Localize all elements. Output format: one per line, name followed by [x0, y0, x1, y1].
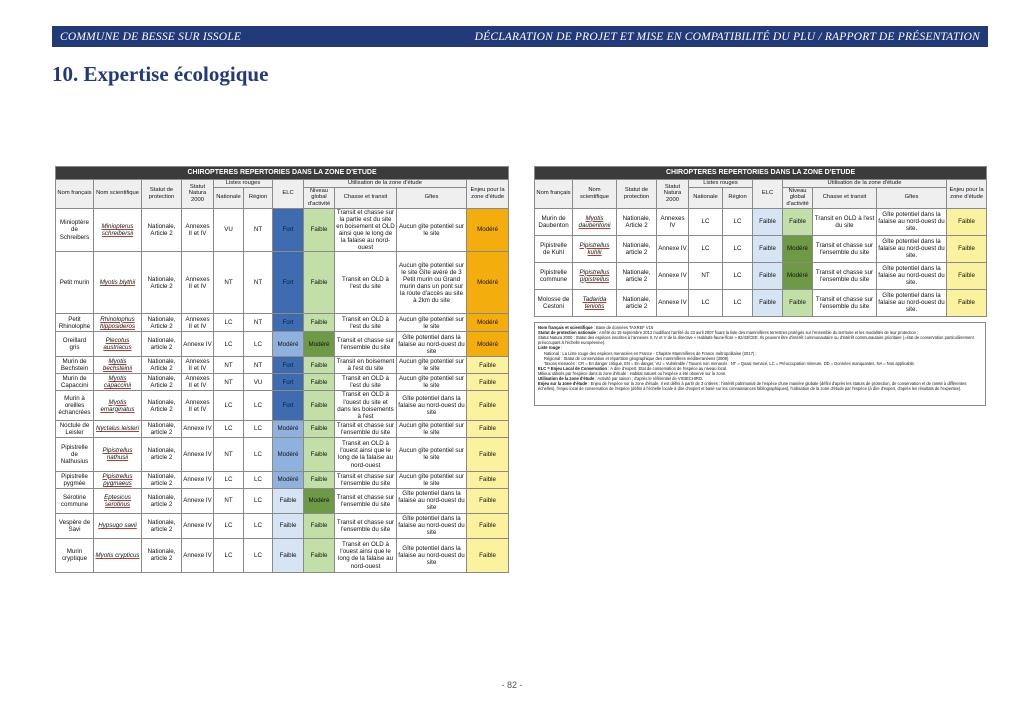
cell-niveau-activite: Faible: [304, 538, 335, 572]
cell-gites: Aucun gîte potentiel sur le site: [397, 314, 467, 332]
cell-gites: Aucun gîte potentiel sur le site: [397, 208, 467, 252]
cell-gites: Aucun gîte potentiel sur le site: [397, 420, 467, 437]
col-statut-natura: Statut Natura 2000: [182, 180, 214, 209]
cell-gites: Aucun gîte potentiel sur le site: [397, 357, 467, 374]
scientific-name: Myotis crypticus: [95, 551, 140, 559]
cell-niveau-activite: Faible: [304, 314, 335, 332]
scientific-name: Myotis bechsteinii: [102, 358, 133, 373]
cell-statut-natura: Annexe IV: [182, 513, 214, 538]
cell-liste-region: VU: [244, 374, 273, 391]
cell-chasse-transit: Transit en OLD à l'est du site: [335, 314, 397, 332]
col-nom-francais: Nom français: [535, 180, 573, 209]
cell-nom-francais: Minioptère de Schreibers: [56, 208, 94, 252]
col-gites: Gîtes: [877, 187, 947, 208]
cell-liste-region: NT: [244, 314, 273, 332]
table-row: [535, 262, 987, 289]
cell-chasse-transit: Transit en boisement à l'est du site: [335, 357, 397, 374]
table-body-left: [56, 208, 509, 572]
col-chasse-transit: Chasse et transit: [335, 187, 397, 208]
table-row: [56, 437, 509, 471]
scientific-name: Eptesicus serotinus: [104, 493, 131, 508]
cell-niveau-activite: Modéré: [304, 332, 335, 357]
page-title: 10. Expertise écologique: [52, 62, 269, 86]
cell-nom-scientifique: [94, 488, 142, 513]
table-row: [56, 332, 509, 357]
cell-niveau-activite: Modéré: [783, 262, 813, 289]
table-row: [56, 488, 509, 513]
scientific-name: Myotis emarginatus: [100, 398, 135, 413]
cell-niveau-activite: Modéré: [304, 488, 335, 513]
cell-statut-natura: Annexes II et IV: [182, 391, 214, 421]
cell-statut-natura: Annexe IV: [657, 235, 689, 262]
cell-gites: Gîte potentiel dans la falaise au nord-ouest du site: [397, 538, 467, 572]
cell-statut-protection: Nationale, article 2: [617, 289, 657, 316]
cell-nom-francais: Pipistrelle commune: [535, 262, 573, 289]
cell-enjeu: Faible: [947, 289, 987, 316]
cell-nom-scientifique: [94, 471, 142, 488]
note-text: Milieux utilisés par l'espèce dans la zone d'étude : Habitat naturel ou l'espèce a été observé sur la zone.: [538, 370, 727, 376]
cell-statut-protection: Nationale, article 2: [617, 262, 657, 289]
cell-statut-natura: Annexe IV: [182, 437, 214, 471]
cell-statut-protection: Nationale, article 2: [142, 332, 182, 357]
cell-nom-scientifique: [94, 420, 142, 437]
cell-enjeu: Faible: [467, 437, 509, 471]
cell-nom-scientifique: [94, 437, 142, 471]
cell-statut-protection: Nationale, Article 2: [617, 208, 657, 235]
col-statut-protection: Statut de protection: [142, 180, 182, 209]
table-title: CHIROPTERES REPERTORIES DANS LA ZONE D'ETUDE: [56, 167, 509, 180]
table-row: [56, 357, 509, 374]
cell-statut-protection: Nationale, article 2: [142, 513, 182, 538]
cell-liste-region: LC: [244, 332, 273, 357]
cell-niveau-activite: Faible: [304, 437, 335, 471]
cell-gites: Gîte potentiel dans la falaise au nord-ouest du site.: [877, 262, 947, 289]
col-niveau-activite: Niveau global d'activité: [304, 187, 335, 208]
cell-liste-nationale: NT: [214, 357, 244, 374]
cell-liste-nationale: NT: [689, 262, 723, 289]
cell-enjeu: Modéré: [467, 208, 509, 252]
scientific-name: Miniopterus schreibersii: [101, 222, 134, 237]
table-row: [56, 208, 509, 252]
cell-gites: Gîte potentiel dans la falaise au nord-ouest du site: [398, 333, 465, 355]
col-nom-francais: Nom français: [56, 180, 94, 209]
cell-nom-francais: Murin à oreilles échancrées: [56, 391, 94, 421]
note-text: : A dire d'expert. Etat de conservation de l'espèce au niveau local.: [607, 365, 728, 371]
cell-statut-natura: Annexe IV: [182, 420, 214, 437]
cell-chasse-transit: Transit et chasse sur l'ensemble du site: [813, 289, 877, 316]
cell-gites: Gîte potentiel dans la falaise au nord-ouest du site.: [877, 235, 947, 262]
cell-enjeu: Faible: [467, 420, 509, 437]
cell-nom-francais: Murin cryptique: [56, 538, 94, 572]
table-row: [56, 420, 509, 437]
cell-gites: Aucun gîte potentiel sur le site Gîte avéré de 3 Petit murin ou Grand murin dans un pont sur la route d'accès au site à 2km du site: [397, 252, 467, 314]
cell-liste-nationale: NT: [214, 374, 244, 391]
cell-nom-francais: Pipistrelle de Kuhl: [535, 235, 573, 262]
cell-enjeu: Modéré: [467, 252, 509, 314]
cell-niveau-activite: Faible: [304, 420, 335, 437]
cell-nom-scientifique: [94, 208, 142, 252]
cell-enjeu: Faible: [467, 488, 509, 513]
cell-nom-scientifique: [573, 235, 617, 262]
note-text: Taxons menacés : CR = En danger critique, EN = En danger, VU = Vulnérable / Taxons non menacés : NT = Quasi menacé, LC = Préoccupation mineure, DD = Données manquantes, NA = Non applicable.: [544, 360, 915, 366]
table-row: [56, 391, 509, 421]
col-nationale: Nationale: [689, 187, 723, 208]
table-row: [535, 208, 987, 235]
cell-nom-francais: Petit Rhinolophe: [56, 314, 94, 332]
cell-statut-protection: Nationale, article 2: [142, 471, 182, 488]
cell-enjeu: Faible: [947, 208, 987, 235]
note-label: ELC = Enjeu Local de Conservation: [538, 365, 608, 371]
scientific-name: Myotis daubentonii: [578, 214, 611, 229]
note-label: Statut de protection nationale: [538, 330, 596, 336]
scientific-name: Pipistrellus nathusii: [102, 447, 133, 462]
col-statut-natura: Statut Natura 2000: [657, 180, 689, 209]
note-text: Statut Natura 2000 : Statut des espèces inscrites à l'annexes II, IV et V de la directive « Habitats-faune-flore » 92/43/CEE. Ils peuvent être d'intérêt communautaire ou d'intérêt communautaire prioritaire (=état de conservation particulièrement préoccupant à l'échelle européenne).: [538, 335, 974, 346]
cell-elc: Fort: [273, 208, 304, 252]
cell-statut-natura: Annexes II et IV: [182, 208, 214, 252]
cell-nom-francais: Vespère de Savi: [56, 513, 94, 538]
cell-enjeu: Faible: [467, 391, 509, 421]
cell-nom-scientifique: [94, 374, 142, 391]
cell-liste-region: LC: [244, 513, 273, 538]
cell-liste-region: LC: [244, 488, 273, 513]
cell-statut-protection: Nationale, article 2: [617, 235, 657, 262]
cell-nom-scientifique: [573, 208, 617, 235]
cell-nom-scientifique: [573, 289, 617, 316]
cell-nom-scientifique: [94, 314, 142, 332]
table-row: [56, 538, 509, 572]
cell-statut-protection: Nationale, Article 2: [142, 357, 182, 374]
cell-liste-nationale: LC: [689, 289, 723, 316]
cell-chasse-transit: Transit et chasse sur l'ensemble du site: [335, 471, 397, 488]
cell-elc: Faible: [753, 208, 783, 235]
cell-liste-region: NT: [244, 357, 273, 374]
cell-liste-region: LC: [723, 208, 753, 235]
note-text: : Arrêté du 15 septembre 2012 modifiant l'arrêté du 23 avril 2007 fixant la liste des mammifères terrestres protégés sur l'ensemble du territoire et les modalités de leur protection ;: [595, 330, 919, 336]
note-label: Enjeu sur la zone d'étude: [538, 381, 588, 387]
table-body-right: [535, 208, 987, 316]
cell-nom-scientifique: [94, 391, 142, 421]
col-utilisation: Utilisation de la zone d'étude: [304, 180, 467, 188]
note-label: Nom français et scientifique: [538, 325, 593, 330]
cell-liste-region: LC: [723, 262, 753, 289]
scientific-name: Hypsugo savii: [98, 522, 137, 530]
cell-liste-region: NT: [244, 208, 273, 252]
cell-liste-region: LC: [244, 471, 273, 488]
cell-elc: Faible: [753, 235, 783, 262]
cell-statut-natura: Annexe IV: [182, 332, 214, 357]
cell-liste-nationale: LC: [214, 513, 244, 538]
col-nationale: Nationale: [214, 187, 244, 208]
cell-statut-natura: Annexe IV: [657, 289, 689, 316]
cell-liste-nationale: VU: [214, 208, 244, 252]
cell-liste-nationale: LC: [214, 391, 244, 421]
cell-nom-scientifique: [94, 357, 142, 374]
cell-elc: Fort: [273, 252, 304, 314]
cell-liste-nationale: LC: [214, 471, 244, 488]
cell-liste-nationale: LC: [214, 332, 244, 357]
cell-enjeu: Modéré: [467, 314, 509, 332]
cell-elc: Fort: [273, 374, 304, 391]
cell-nom-francais: Murin de Daubenton: [535, 208, 573, 235]
cell-niveau-activite: Faible: [304, 471, 335, 488]
col-nom-scientifique: Nom scientifique: [573, 180, 617, 209]
cell-elc: Modéré: [273, 437, 304, 471]
cell-gites: Aucun gîte potentiel sur le site: [397, 437, 467, 471]
cell-nom-scientifique: [94, 513, 142, 538]
cell-nom-francais: Petit murin: [56, 252, 94, 314]
scientific-name: Pipistrellus pygmaeus: [102, 472, 133, 487]
cell-nom-francais: Pipistrelle pygmée: [56, 471, 94, 488]
cell-statut-natura: Annexes II et IV: [182, 314, 214, 332]
note-label: Utilisation de la zone d'étude: [538, 376, 595, 382]
cell-niveau-activite: Faible: [304, 208, 335, 252]
scientific-name: Rhinolophus hipposideros: [99, 315, 136, 330]
chiroptera-table-left: [55, 166, 509, 573]
cell-elc: Faible: [273, 513, 304, 538]
cell-gites: Gîte potentiel dans la falaise au nord-ouest du site: [398, 490, 465, 512]
cell-nom-francais: Pipistrelle de Nathusius: [56, 437, 94, 471]
cell-liste-nationale: NT: [214, 252, 244, 314]
table-row: [56, 252, 509, 314]
cell-nom-francais: Murin de Capaccini: [56, 374, 94, 391]
cell-liste-nationale: LC: [214, 420, 244, 437]
note-text: :: [560, 345, 563, 351]
col-nom-scientifique: Nom scientifique: [94, 180, 142, 209]
cell-chasse-transit: Transit et chasse sur l'ensemble du site: [813, 262, 877, 289]
scientific-name: Pipistrellus kuhlii: [579, 241, 610, 256]
cell-niveau-activite: Faible: [304, 252, 335, 314]
cell-liste-region: LC: [244, 538, 273, 572]
cell-nom-francais: Oreillard gris: [56, 332, 94, 357]
note-text: National : La Liste rouge des espèces menacées en France - Chapitre Mammifères de France métropolitaine (2017) ;: [544, 350, 757, 356]
cell-chasse-transit: Transit et chasse sur l'ensemble du site: [813, 235, 877, 262]
col-enjeu: Enjeu pour la zone d'étude: [467, 180, 509, 209]
scientific-name: Pipistrellus pipistrellus: [579, 268, 610, 283]
scientific-name: Myotis blythii: [99, 279, 136, 287]
cell-niveau-activite: Faible: [783, 208, 813, 235]
cell-statut-natura: Annexe IV: [657, 262, 689, 289]
cell-nom-francais: Murin de Bechstein: [56, 357, 94, 374]
table-row: [56, 374, 509, 391]
cell-liste-nationale: LC: [214, 538, 244, 572]
cell-elc: Fort: [273, 314, 304, 332]
cell-elc: Fort: [273, 391, 304, 421]
cell-nom-scientifique: [94, 538, 142, 572]
cell-niveau-activite: Faible: [304, 374, 335, 391]
cell-niveau-activite: Modéré: [783, 235, 813, 262]
cell-liste-region: LC: [723, 289, 753, 316]
col-listes-rouges: Listes rouges: [214, 180, 273, 188]
cell-chasse-transit: Transit en OLD à l'ouest ainsi que le long de la falaise au nord-ouest: [335, 538, 397, 572]
cell-statut-protection: Nationale, Article 2: [142, 252, 182, 314]
cell-elc: Faible: [273, 538, 304, 572]
cell-statut-natura: Annexes IV: [657, 208, 689, 235]
page-number: - 82 -: [501, 680, 523, 690]
cell-statut-protection: Nationale, article 2: [142, 538, 182, 572]
cell-niveau-activite: Faible: [304, 391, 335, 421]
cell-elc: Faible: [273, 488, 304, 513]
cell-chasse-transit: Transit en OLD à l'est du site: [813, 208, 877, 235]
cell-niveau-activite: Faible: [304, 513, 335, 538]
cell-liste-region: LC: [723, 235, 753, 262]
cell-statut-natura: Annexe IV: [182, 538, 214, 572]
cell-niveau-activite: Faible: [304, 357, 335, 374]
cell-chasse-transit: Transit en OLD à l'ouest ainsi que le long de la falaise au nord-ouest: [335, 437, 397, 471]
cell-enjeu: Faible: [467, 538, 509, 572]
cell-liste-region: LC: [244, 391, 273, 421]
cell-elc: Faible: [753, 262, 783, 289]
cell-enjeu: Faible: [467, 471, 509, 488]
cell-elc: Fort: [273, 357, 304, 374]
col-niveau-activite: Niveau global d'activité: [783, 187, 813, 208]
cell-statut-natura: Annexe IV: [182, 488, 214, 513]
note-label: Liste rouge: [538, 345, 561, 351]
col-gites: Gîtes: [397, 187, 467, 208]
cell-gites: Aucun gîte potentiel sur le site: [397, 471, 467, 488]
note-line: [538, 381, 982, 391]
cell-liste-nationale: LC: [689, 208, 723, 235]
note-text: : Base de données TAXREF V16: [592, 325, 654, 330]
cell-chasse-transit: Transit et chasse sur la partie est du site en boisement et OLD ainsi que le long de la falaise au nord-ouest: [336, 208, 395, 252]
table-row: [56, 471, 509, 488]
cell-nom-scientifique: [94, 252, 142, 314]
cell-statut-protection: Nationale, Article 2: [142, 374, 182, 391]
cell-nom-francais: Noctule de Leisler: [56, 420, 94, 437]
cell-gites: Gîte potentiel dans la falaise au nord-ouest du site.: [877, 208, 947, 235]
cell-elc: Modéré: [273, 420, 304, 437]
cell-nom-scientifique: [94, 332, 142, 357]
cell-liste-nationale: LC: [689, 235, 723, 262]
cell-statut-protection: Nationale, article 2: [142, 437, 182, 471]
header-document-title: DÉCLARATION DE PROJET ET MISE EN COMPATIBILITÉ DU PLU / RAPPORT DE PRÉSENTATION: [474, 30, 980, 43]
table-title: CHIROPTERES REPERTORIES DANS LA ZONE D'ETUDE: [535, 167, 987, 180]
note-line: [538, 335, 982, 345]
table-row: [56, 513, 509, 538]
cell-gites: Aucun gîte potentiel sur le site: [397, 374, 467, 391]
cell-chasse-transit: Transit et chasse sur l'ensemble du site: [335, 420, 397, 437]
col-listes-rouges: Listes rouges: [689, 180, 753, 188]
cell-nom-francais: Molosse de Cestoni: [535, 289, 573, 316]
table-row: [56, 314, 509, 332]
cell-gites: Gîte potentiel dans la falaise au nord-ouest du site.: [877, 289, 947, 316]
cell-liste-nationale: LC: [214, 314, 244, 332]
cell-chasse-transit: Transit et chasse sur l'ensemble du site: [335, 513, 397, 538]
cell-chasse-transit: Transit et chasse sur l'ensemble du site: [335, 332, 397, 357]
col-enjeu: Enjeu pour la zone d'étude: [947, 180, 987, 209]
col-elc: ELC: [273, 180, 304, 209]
scientific-name: Myotis capaccinii: [103, 375, 132, 390]
cell-statut-protection: Nationale, Article 2: [142, 391, 182, 421]
col-region: Région: [244, 187, 273, 208]
chiroptera-table-right: [534, 166, 987, 317]
cell-enjeu: Faible: [947, 235, 987, 262]
cell-chasse-transit: Transit en OLD à l'est du site: [335, 374, 397, 391]
table-notes: [534, 322, 986, 406]
cell-elc: Modéré: [273, 332, 304, 357]
scientific-name: Plecotus austriacus: [103, 337, 132, 352]
cell-statut-protection: Nationale, article 2: [142, 420, 182, 437]
cell-chasse-transit: Transit en OLD à l'ouest du site et dans les boisements à l'est: [335, 391, 397, 421]
note-text: : Activité par saison ; d'après le référentiel de VIGIECHIRO.: [594, 376, 704, 382]
cell-chasse-transit: Transit et chasse sur l'ensemble du site: [335, 488, 397, 513]
scientific-name: Tadarida teniotis: [582, 295, 607, 310]
cell-liste-nationale: NT: [214, 488, 244, 513]
cell-statut-protection: Nationale, Article 2: [142, 208, 182, 252]
cell-statut-protection: Nationale, article 2: [142, 488, 182, 513]
cell-nom-scientifique: [573, 262, 617, 289]
note-text: : Enjeu de l'espèce sur la zone d'étude. Il est défini à partir de 3 critères : l'intérêt patrimonial de l'espèce d'une manière globale (défini d'après les statuts de protection, de conservation et de rareté à différentes échelles), l'enjeu local de conservation de l'espèce (défini à l'échelle locale à dire d'expert et basé sur les connaissances bibliographiques), l'utilisation de la zone d'étude par l'espèce (à dire d'expert, d'après les résultats de l'expertise).: [538, 381, 967, 392]
col-region: Région: [723, 187, 753, 208]
cell-enjeu: Faible: [947, 262, 987, 289]
cell-statut-natura: Annexe IV: [182, 471, 214, 488]
col-chasse-transit: Chasse et transit: [813, 187, 877, 208]
col-elc: ELC: [753, 180, 783, 209]
col-utilisation: Utilisation de la zone d'étude: [783, 180, 947, 188]
cell-enjeu: Faible: [467, 513, 509, 538]
header-commune: COMMUNE DE BESSE SUR ISSOLE: [60, 30, 242, 43]
cell-gites: Gîte potentiel dans la falaise au nord-ouest du site: [398, 515, 465, 537]
note-text: Régional : Statut de conservation et répartition géographique des mammifères méditerranéens (2009): [544, 355, 729, 361]
cell-elc: Modéré: [273, 471, 304, 488]
cell-statut-protection: Nationale, Article 2: [142, 314, 182, 332]
cell-liste-region: NT: [244, 252, 273, 314]
cell-nom-francais: Sérotine commune: [56, 488, 94, 513]
cell-statut-natura: Annexes II et IV: [182, 252, 214, 314]
cell-enjeu: Modéré: [467, 332, 509, 357]
cell-statut-natura: Annexes II et IV: [182, 357, 214, 374]
col-statut-protection: Statut de protection: [617, 180, 657, 209]
cell-enjeu: Faible: [467, 357, 509, 374]
cell-niveau-activite: Faible: [783, 289, 813, 316]
cell-liste-region: LC: [244, 420, 273, 437]
cell-chasse-transit: Transit en OLD à l'est du site: [335, 252, 397, 314]
table-row: [535, 235, 987, 262]
cell-enjeu: Faible: [467, 374, 509, 391]
header-bar: [52, 26, 988, 47]
cell-elc: Faible: [753, 289, 783, 316]
cell-liste-nationale: NT: [214, 437, 244, 471]
scientific-name: Nyctalus leisleri: [96, 425, 139, 433]
cell-liste-region: LC: [244, 437, 273, 471]
table-row: [535, 289, 987, 316]
cell-statut-natura: Annexes II et IV: [182, 374, 214, 391]
cell-gites: Gîte potentiel dans la falaise au nord-ouest du site: [397, 391, 467, 421]
